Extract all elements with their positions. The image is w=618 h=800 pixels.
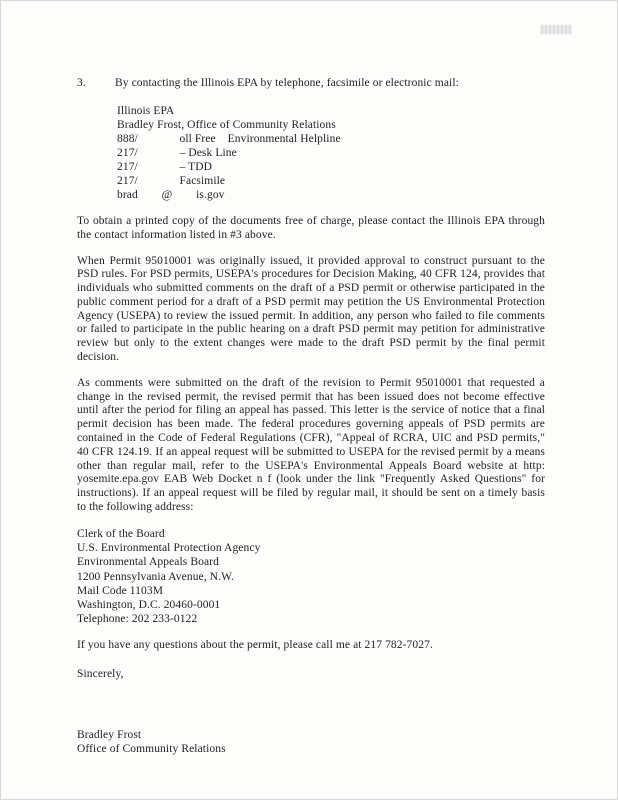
contact-block [117, 104, 545, 202]
scan-artifact [541, 25, 571, 34]
list-item-text: By contacting the Illinois EPA by telephone, facsimile or electronic mail: [115, 77, 459, 89]
address-line-mailcode: Mail Code 1103M [77, 584, 164, 597]
contact-line-agency: Illinois EPA [117, 104, 175, 117]
paragraph-psd-procedures: When Permit 95010001 was originally issued, it provided approval to construct pursuant to the PSD rules. For PSD permits, USEPA's procedures for Decision Making, 40 CFR 124, provides that individuals who submitted comments on the draft of a PSD permit or otherwise participated in the public comment period for a draft of a PSD permit may petition the US Environmental Protection Agency (USEPA) to review the issued permit. In addition, any person who failed to file comments or failed to participate in the public hearing on a draft PSD permit may petition for administrative review but only to the extent changes were made to the draft PSD permit by the final permit decision. [77, 254, 545, 364]
closing-salutation: Sincerely, [77, 668, 124, 681]
address-line-board: Environmental Appeals Board [77, 556, 219, 569]
list-item-number: 3. [77, 77, 86, 89]
signature-block [77, 728, 545, 757]
signature-name: Bradley Frost [77, 729, 142, 742]
address-line-telephone: Telephone: 202 233-0122 [77, 613, 198, 626]
address-line-agency: U.S. Environmental Protection Agency [77, 542, 261, 555]
paragraph-appeal-process: As comments were submitted on the draft of the revision to Permit 95010001 that requested a change in the revised permit, the revised permit that has been issued does not become effective until after the period for filing an appeal has passed. This letter is the service of notice that a final permit decision has been made. The federal procedures governing appeals of PSD permits are contained in the Code of Federal Regulations (CFR), "Appeal of RCRA, UIC and PSD permits," 40 CFR 124.19. If an appeal request will be submitted to USEPA for the revised permit by a means other than regular mail, refer to the USEPA's Environmental Appeals Board website at http: yosemite.epa.gov EAB Web Docket n f (look under the link "Frequently Asked Questions" for instructions). If an appeal request will be filed by regular mail, it should be sent on a timely basis to the following address: [77, 376, 545, 514]
paragraph-printed-copy: To obtain a printed copy of the documents free of charge, please contact the Illinois EPA through the contact information listed in #3 above. [77, 214, 545, 241]
address-line-street: 1200 Pennsylvania Avenue, N.W. [77, 570, 234, 583]
address-line-clerk: Clerk of the Board [77, 527, 165, 540]
paragraph-questions: If you have any questions about the permit, please call me at 217 782-7027. [77, 638, 433, 651]
contact-line-desk: 217/ – Desk Line [117, 146, 237, 159]
list-item-3 [77, 77, 545, 91]
address-block [77, 527, 545, 627]
address-line-city: Washington, D.C. 20460-0001 [77, 599, 221, 612]
contact-line-email: brad @ is.gov [117, 188, 225, 201]
letter-body [77, 77, 545, 757]
contact-line-tdd: 217/ – TDD [117, 160, 213, 173]
signature-title: Office of Community Relations [77, 743, 226, 756]
contact-line-tollfree: 888/ oll Free Environmental Helpline [117, 132, 341, 145]
contact-line-person: Bradley Frost, Office of Community Relations [117, 118, 336, 131]
contact-line-facsimile: 217/ Facsimile [117, 174, 226, 187]
